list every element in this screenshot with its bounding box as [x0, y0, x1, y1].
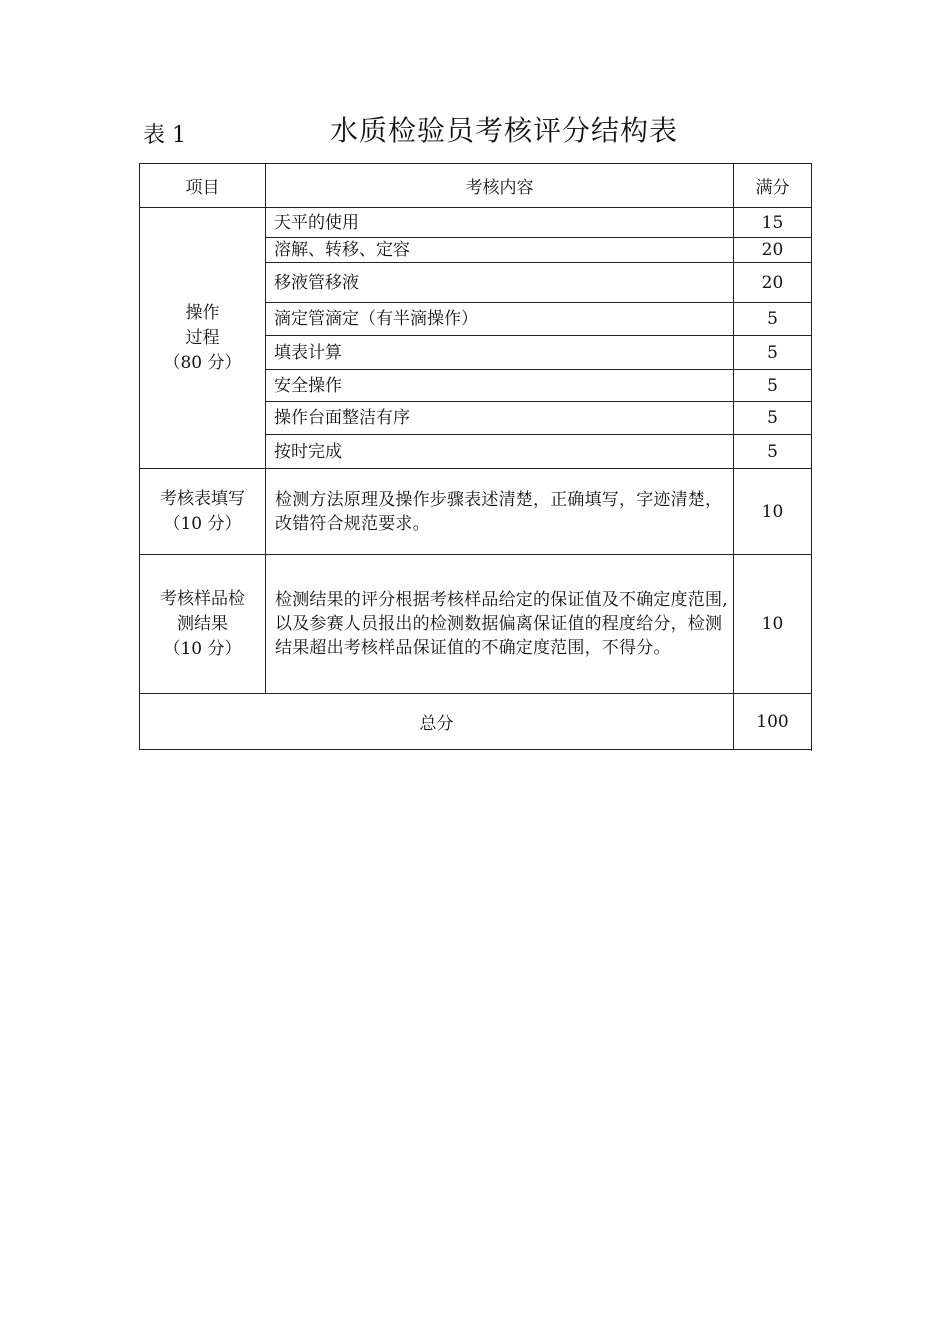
column-header-content: 考核内容 [266, 164, 734, 208]
content-cell: 操作台面整洁有序 [266, 402, 734, 435]
column-header-score: 满分 [734, 164, 812, 208]
total-label: 总分 [140, 694, 734, 750]
table-row [140, 469, 812, 555]
table-header-row [140, 164, 812, 208]
score-cell: 20 [734, 263, 812, 303]
table-row [140, 208, 812, 238]
total-row [140, 694, 812, 750]
category-operation-process: 操作 过程 （80 分） [140, 208, 266, 469]
score-cell: 5 [734, 336, 812, 370]
total-score: 100 [734, 694, 812, 750]
score-cell: 10 [734, 555, 812, 694]
category-form-filling: 考核表填写 （10 分） [140, 469, 266, 555]
score-cell: 10 [734, 469, 812, 555]
page-title: 水质检验员考核评分结构表 [330, 114, 679, 147]
score-structure-table [139, 163, 812, 750]
score-cell: 5 [734, 303, 812, 336]
category-sample-result: 考核样品检 测结果 （10 分） [140, 555, 266, 694]
content-cell: 滴定管滴定（有半滴操作） [266, 303, 734, 336]
table-double-border [811, 163, 814, 751]
content-cell: 按时完成 [266, 435, 734, 469]
column-header-item: 项目 [140, 164, 266, 208]
content-cell: 移液管移液 [266, 263, 734, 303]
table-row [140, 555, 812, 694]
score-cell: 5 [734, 370, 812, 402]
table-number-label: 表 1 [143, 123, 186, 148]
content-cell: 检测方法原理及操作步骤表述清楚，正确填写，字迹清楚，改错符合规范要求。 [266, 469, 734, 555]
score-cell: 15 [734, 208, 812, 238]
content-cell: 检测结果的评分根据考核样品给定的保证值及不确定度范围,以及参赛人员报出的检测数据偏离保证值的程度给分，检测结果超出考核样品保证值的不确定度范围，不得分。 [266, 555, 734, 694]
score-cell: 5 [734, 402, 812, 435]
content-cell: 溶解、转移、定容 [266, 238, 734, 263]
content-cell: 天平的使用 [266, 208, 734, 238]
score-cell: 5 [734, 435, 812, 469]
score-cell: 20 [734, 238, 812, 263]
content-cell: 填表计算 [266, 336, 734, 370]
content-cell: 安全操作 [266, 370, 734, 402]
